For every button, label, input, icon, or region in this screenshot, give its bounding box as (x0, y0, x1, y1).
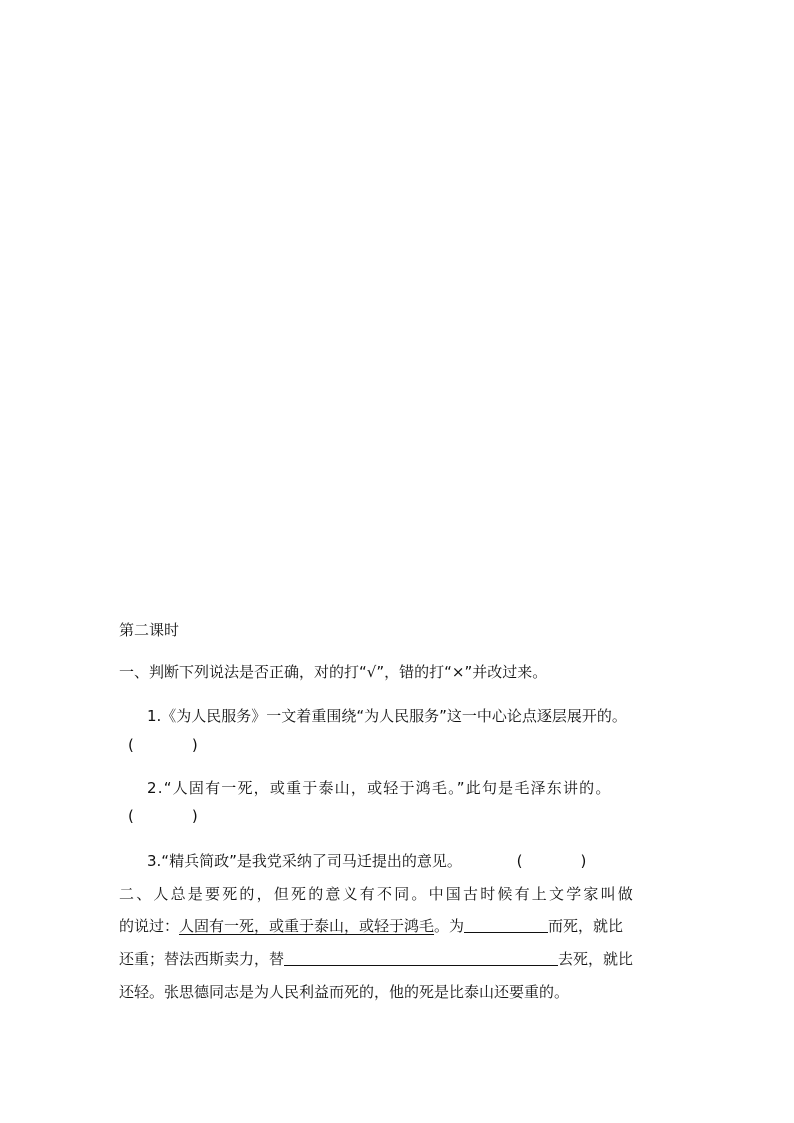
fill-blank-1[interactable] (464, 916, 548, 933)
q2-line3-prefix: 还重；替法西斯卖力，替 (119, 950, 285, 968)
underlined-quote: 人固有一死，或重于泰山，或轻于鸿毛 (179, 917, 435, 935)
section-title: 第二课时 (119, 621, 180, 639)
question-2-line-3 (119, 949, 633, 969)
question-1-heading: 一、判断下列说法是否正确，对的打“√”，错的打“×”并改过来。 (119, 663, 548, 681)
question-1-item-1: 1.《为人民服务》一文着重围绕“为人民服务”这一中心论点逐层展开的。 (147, 707, 627, 725)
answer-parentheses-2 (128, 806, 198, 826)
question-1-item-2: 2.“人固有一死，或重于泰山，或轻于鸿毛。”此句是毛泽东讲的。 (147, 779, 612, 797)
paren-open: ( (128, 807, 134, 825)
q2-line2-prefix: 的说过： (119, 917, 180, 935)
paren-close: ) (580, 852, 587, 870)
paren-open: ( (128, 736, 134, 754)
question-1-item-3-text: 3.“精兵简政”是我党采纳了司马迁提出的意见。 (147, 852, 462, 870)
q2-line3-suffix: 去死，就比 (558, 950, 634, 968)
paren-close: ) (191, 807, 198, 825)
question-2-line-4: 还轻。张思德同志是为人民利益而死的，他的死是比泰山还要重的。 (119, 983, 570, 1001)
q2-line2-mid: 。为 (434, 917, 465, 935)
question-1-item-3 (147, 851, 586, 871)
paren-open: ( (516, 852, 523, 870)
paren-close: ) (191, 736, 198, 754)
question-2-line-1: 二、人总是要死的，但死的意义有不同。中国古时候有上文学家叫做 (119, 885, 636, 903)
q2-line2-suffix: 而死，就比 (548, 917, 624, 935)
answer-parentheses-1 (128, 735, 198, 755)
question-2-line-2 (119, 916, 623, 936)
fill-blank-2[interactable] (284, 949, 558, 966)
